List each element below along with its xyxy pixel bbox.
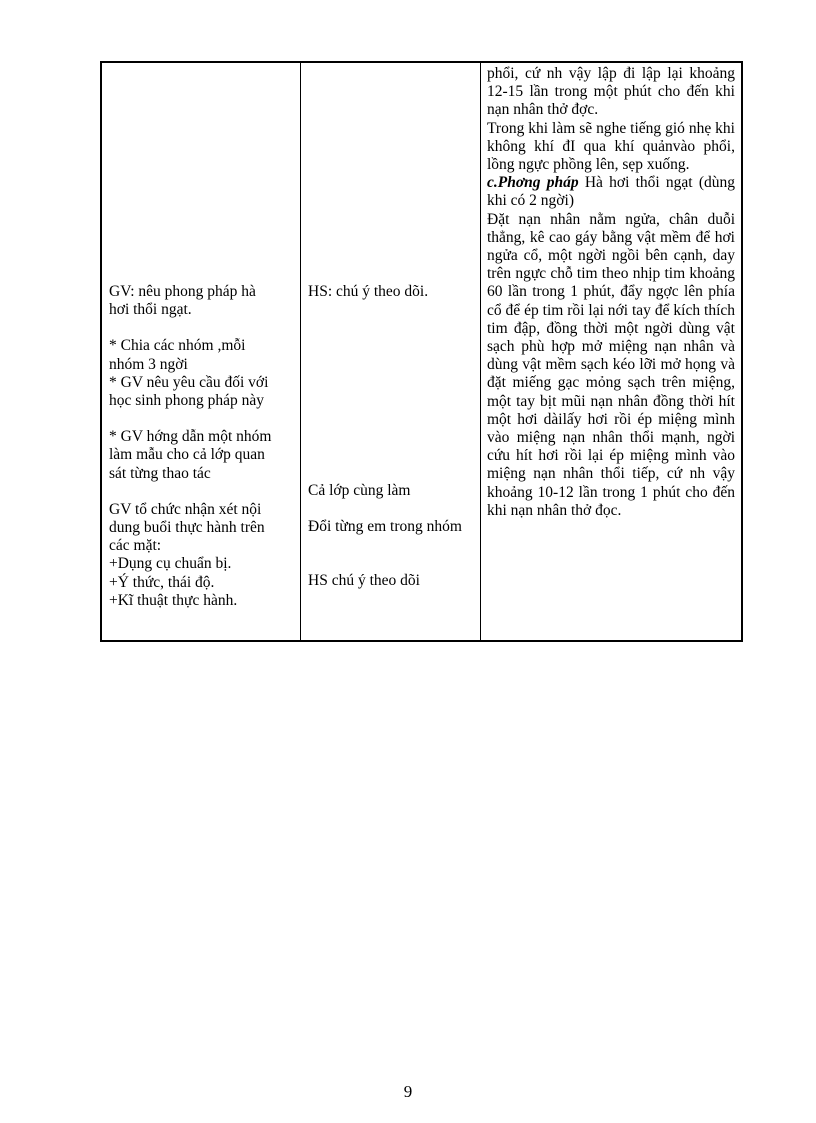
student-swap-roles: Đổi từng em trong nhóm bbox=[308, 518, 462, 535]
student-follow-1: HS: chú ý theo dõi. bbox=[308, 283, 429, 300]
student-class-practice: Cả lớp cùng làm bbox=[308, 482, 411, 499]
lesson-table bbox=[100, 61, 743, 642]
content-column bbox=[481, 63, 741, 640]
teacher-review: GV tổ chức nhận xét nội dung buổi thực hành trên các mặt: bbox=[109, 500, 265, 555]
student-activity-column bbox=[301, 63, 481, 640]
teacher-group-split: * Chia các nhóm ,mỗi nhóm 3 ngời bbox=[109, 337, 246, 373]
content-paragraph-1: phổi, cứ nh vậy lập đi lập lại khoảng 12-15 lần trong một phút cho đến khi nạn nhân thở đợc. bbox=[487, 65, 735, 119]
review-item-technique: +Kĩ thuật thực hành. bbox=[109, 591, 238, 609]
method-heading-rest: Hà hơi thổi ngạt (dùng khi có 2 ngời) bbox=[487, 174, 735, 210]
teacher-activity-text bbox=[109, 283, 277, 610]
teacher-intro: GV: nêu phong pháp hà hơi thổi ngạt. bbox=[109, 283, 256, 319]
method-heading-paragraph bbox=[487, 174, 735, 210]
teacher-activity-column bbox=[102, 63, 301, 640]
content-paragraph-2: Trong khi làm sẽ nghe tiếng gió nhẹ khi không khí đI qua khí quảnvào phổi, lồng ngực phồng lên, sẹp xuống. bbox=[487, 119, 735, 174]
teacher-demo: * GV hớng dẫn một nhóm làm mẫu cho cả lớp quan sát từng thao tác bbox=[109, 428, 272, 482]
content-paragraph-4: Đặt nạn nhân nằm ngửa, chân duỗi thẳng, kê cao gáy bằng vật mềm để hơi ngửa cổ, một ngời ngồi bên cạnh, day trên ngực chỗ tim theo nhịp tim khoảng 60 lần trong 1 phút, đẩy ngợc lên phía cổ để ép tim rồi lại nới tay để kích thích tim đập, đồng thời một ngời dùng vật sạch phù hợp mở miệng nạn nhân và dùng vật mềm sạch kéo lỡi mở họng và đặt miếng gạc mỏng sạch trên miệng, một tay bịt mũi nạn nhân đồng thời hít một hơi dàilấy hơi rồi ép miệng mình vào miệng nạn nhân thổi mạnh, ngời cứu hít hơi rồi lại ép miệng mình vào miệng nạn nhân thổi tiếp, cứ nh vậy khoảng 10-12 lần trong 1 phút cho đến khi nạn nhân thở đọc. bbox=[487, 210, 735, 519]
review-item-equipment: +Dụng cụ chuẩn bị. bbox=[109, 555, 232, 573]
student-follow-2: HS chú ý theo dõi bbox=[308, 572, 420, 589]
content-text bbox=[487, 65, 735, 520]
review-item-attitude: +Ý thức, thái độ. bbox=[109, 573, 215, 591]
page-number: 9 bbox=[403, 1082, 413, 1101]
teacher-requirements: * GV nêu yêu cầu đối với học sinh phong pháp này bbox=[109, 373, 269, 410]
method-heading: c.Phơng pháp bbox=[487, 174, 579, 192]
